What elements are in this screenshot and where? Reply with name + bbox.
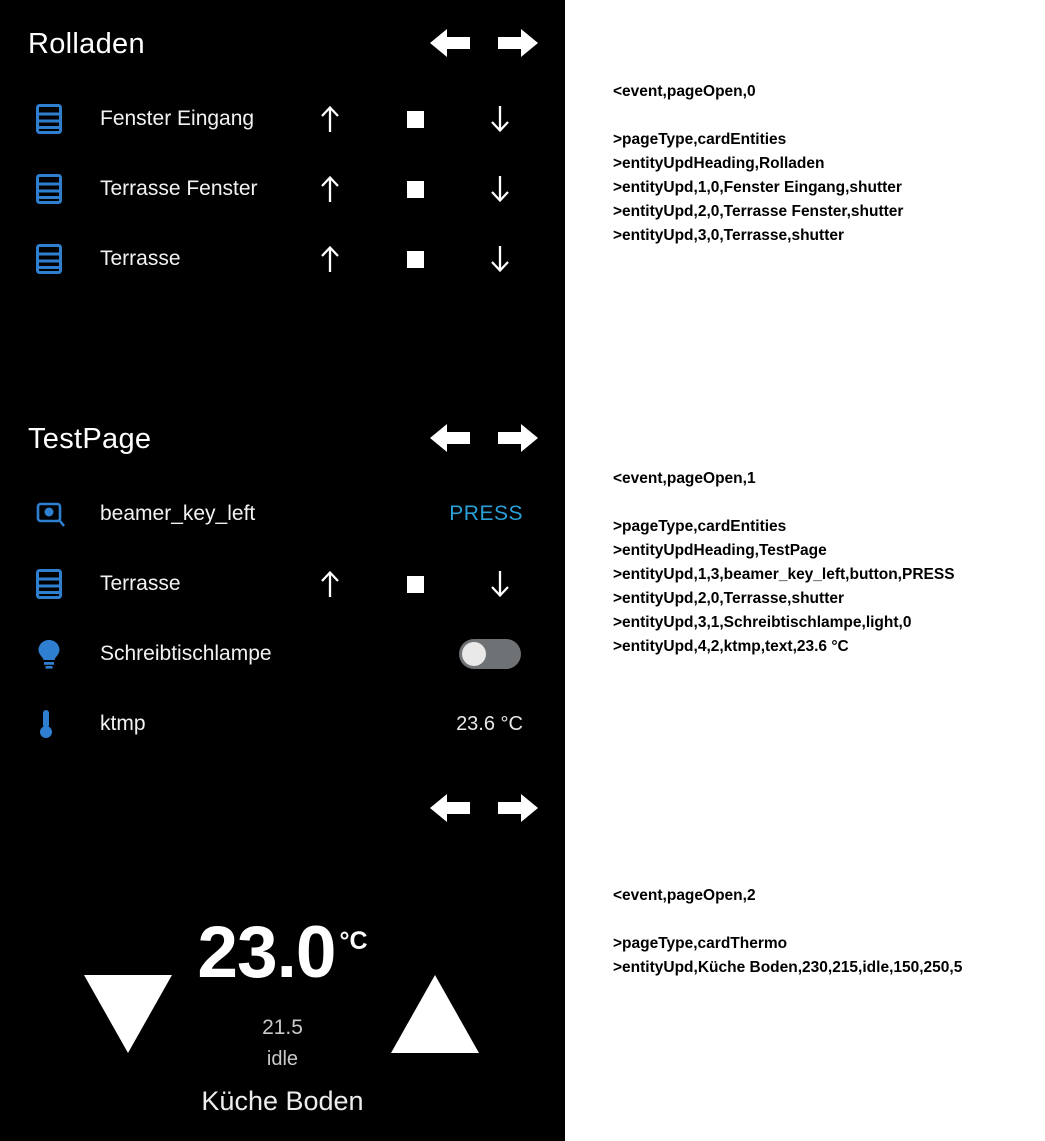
shutter-icon [36,244,78,274]
page-title-rolladen: Rolladen [28,28,145,60]
list-item-label: beamer_key_left [100,502,256,525]
doc-command-line: >entityUpdHeading,TestPage [613,542,827,559]
current-temperature [0,911,565,994]
doc-command-line: >pageType,cardEntities [613,518,787,535]
stop-square-icon [407,251,424,268]
list-item[interactable] [0,84,565,154]
card-thermo [0,765,565,1141]
list-item [0,689,565,759]
prev-page-arrow[interactable] [427,26,473,60]
list-item-label: Terrasse [100,247,181,270]
shutter-stop-button[interactable] [390,181,440,198]
page-title-testpage: TestPage [28,423,152,455]
documentation-column [565,0,1045,1141]
nav-arrows-rolladen [427,26,541,60]
shutter-controls [305,244,525,274]
panel-header-rolladen [0,0,565,78]
shutter-up-button[interactable] [305,244,355,274]
doc-block-page1 [613,467,955,659]
shutter-controls [305,174,525,204]
next-page-arrow[interactable] [495,791,541,825]
shutter-icon [36,174,78,204]
bulb-icon [36,638,78,670]
shutter-stop-button[interactable] [390,576,440,593]
doc-command-line: >entityUpd,1,0,Fenster Eingang,shutter [613,179,902,196]
shutter-down-button[interactable] [475,244,525,274]
doc-block-page0 [613,80,903,248]
next-page-arrow[interactable] [495,421,541,455]
shutter-stop-button[interactable] [390,111,440,128]
doc-command-line: >entityUpd,4,2,ktmp,text,23.6 °C [613,638,849,655]
prev-page-arrow[interactable] [427,791,473,825]
doc-command-line: >entityUpd,1,3,beamer_key_left,button,PRESS [613,566,955,583]
doc-command-line: >pageType,cardThermo [613,935,788,952]
stop-square-icon [407,576,424,593]
thermo-entity-name: Küche Boden [201,1086,364,1116]
doc-command-line: >entityUpd,2,0,Terrasse Fenster,shutter [613,203,904,220]
list-item[interactable] [0,224,565,294]
shutter-controls [305,104,525,134]
entity-rows-testpage [0,473,565,759]
entity-rows-rolladen [0,78,565,294]
current-temperature-value: 23.0 [197,912,336,993]
doc-event-line: <event,pageOpen,0 [613,83,756,100]
shutter-controls [305,569,525,599]
target-temperature: 21.5 [262,1016,303,1039]
doc-command-line: >entityUpd,3,0,Terrasse,shutter [613,227,845,244]
prev-page-arrow[interactable] [427,421,473,455]
press-button[interactable]: PRESS [449,502,523,525]
list-item[interactable] [0,479,565,549]
projector-icon [36,499,78,529]
shutter-icon [36,569,78,599]
doc-block-page2 [613,884,962,980]
stop-square-icon [407,181,424,198]
list-item[interactable] [0,619,565,689]
doc-command-line: >entityUpdHeading,Rolladen [613,155,825,172]
temperature-unit: °C [339,927,368,955]
shutter-down-button[interactable] [475,104,525,134]
list-item-label: Fenster Eingang [100,107,255,130]
nav-arrows-thermo [427,791,541,825]
doc-command-line: >pageType,cardEntities [613,131,787,148]
shutter-stop-button[interactable] [390,251,440,268]
doc-event-line: <event,pageOpen,2 [613,887,756,904]
list-item[interactable] [0,549,565,619]
card-entities-rolladen [0,0,565,395]
toggle-knob [462,642,486,666]
temperature-value: 23.6 °C [456,712,523,735]
shutter-up-button[interactable] [305,174,355,204]
doc-event-line: <event,pageOpen,1 [613,470,756,487]
nav-arrows-testpage [427,421,541,455]
next-page-arrow[interactable] [495,26,541,60]
shutter-icon [36,104,78,134]
doc-command-line: >entityUpd,3,1,Schreibtischlampe,light,0 [613,614,912,631]
panel-header-thermo [0,765,565,843]
light-toggle[interactable] [459,639,521,669]
shutter-down-button[interactable] [475,174,525,204]
list-item[interactable] [0,154,565,224]
shutter-down-button[interactable] [475,569,525,599]
status-badge: idle [266,1048,299,1070]
shutter-up-button[interactable] [305,569,355,599]
list-item-label: ktmp [100,712,146,735]
doc-command-line: >entityUpd,2,0,Terrasse,shutter [613,590,845,607]
doc-command-line: >entityUpd,Küche Boden,230,215,idle,150,250,5 [613,959,963,976]
card-entities-testpage [0,395,565,765]
shutter-up-button[interactable] [305,104,355,134]
list-item-label: Terrasse Fenster [100,177,258,200]
thermometer-icon [36,708,78,740]
stop-square-icon [407,111,424,128]
list-item-label: Terrasse [100,572,181,595]
list-item-label: Schreibtischlampe [100,642,272,665]
panel-header-testpage [0,395,565,473]
